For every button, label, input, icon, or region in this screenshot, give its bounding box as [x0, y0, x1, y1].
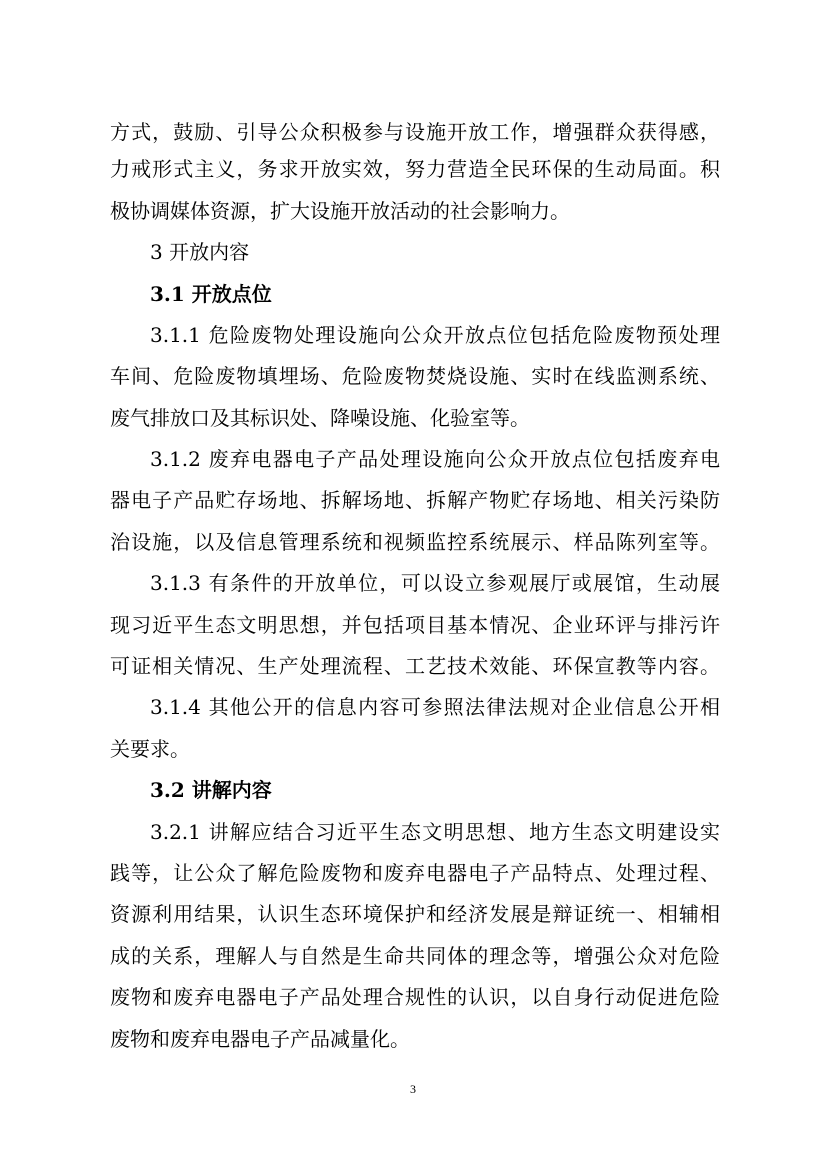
- body-text-line: 废物和废弃电器电子产品处理合规性的认识，以自身行动促进危险: [110, 985, 720, 1009]
- body-text-line: 方式，鼓励、引导公众积极参与设施开放工作，增强群众获得感，: [110, 120, 720, 144]
- body-text-line: 极协调媒体资源，扩大设施开放活动的社会影响力。: [110, 199, 570, 223]
- subsection-heading: 3.2 讲解内容: [150, 778, 272, 802]
- body-text-line: 3.2.1 讲解应结合习近平生态文明思想、地方生态文明建设实: [150, 820, 720, 844]
- body-text-line: 可证相关情况、生产处理流程、工艺技术效能、环保宣教等内容。: [110, 654, 720, 678]
- body-text-line: 资源利用结果，认识生态环境保护和经济发展是辩证统一、相辅相: [110, 902, 720, 926]
- body-text-line: 3.1.1 危险废物处理设施向公众开放点位包括危险废物预处理: [150, 323, 720, 347]
- body-text-line: 废物和废弃电器电子产品减量化。: [110, 1027, 410, 1051]
- body-text-line: 3.1.3 有条件的开放单位，可以设立参观展厅或展馆，生动展: [150, 571, 720, 595]
- body-text-line: 器电子产品贮存场地、拆解场地、拆解产物贮存场地、相关污染防: [110, 488, 720, 512]
- body-text-line: 废气排放口及其标识处、降噪设施、化验室等。: [110, 406, 530, 430]
- body-text-line: 力戒形式主义，务求开放实效，努力营造全民环保的生动局面。积: [110, 157, 720, 181]
- subsection-heading: 3.1 开放点位: [150, 282, 272, 306]
- body-text-line: 成的关系，理解人与自然是生命共同体的理念等，增强公众对危险: [110, 944, 720, 968]
- body-text-line: 车间、危险废物填埋场、危险废物焚烧设施、实时在线监测系统、: [110, 364, 720, 388]
- body-text-line: 3.1.4 其他公开的信息内容可参照法律法规对企业信息公开相: [150, 695, 720, 719]
- section-heading: 3 开放内容: [150, 240, 250, 264]
- body-text-line: 3.1.2 废弃电器电子产品处理设施向公众开放点位包括废弃电: [150, 447, 720, 471]
- body-text-line: 践等，让公众了解危险废物和废弃电器电子产品特点、处理过程、: [110, 861, 720, 885]
- page-number: 3: [410, 1082, 416, 1096]
- body-text-line: 关要求。: [110, 737, 190, 761]
- body-text-line: 现习近平生态文明思想，并包括项目基本情况、企业环评与排污许: [110, 613, 720, 637]
- body-text-line: 治设施，以及信息管理系统和视频监控系统展示、样品陈列室等。: [110, 530, 720, 554]
